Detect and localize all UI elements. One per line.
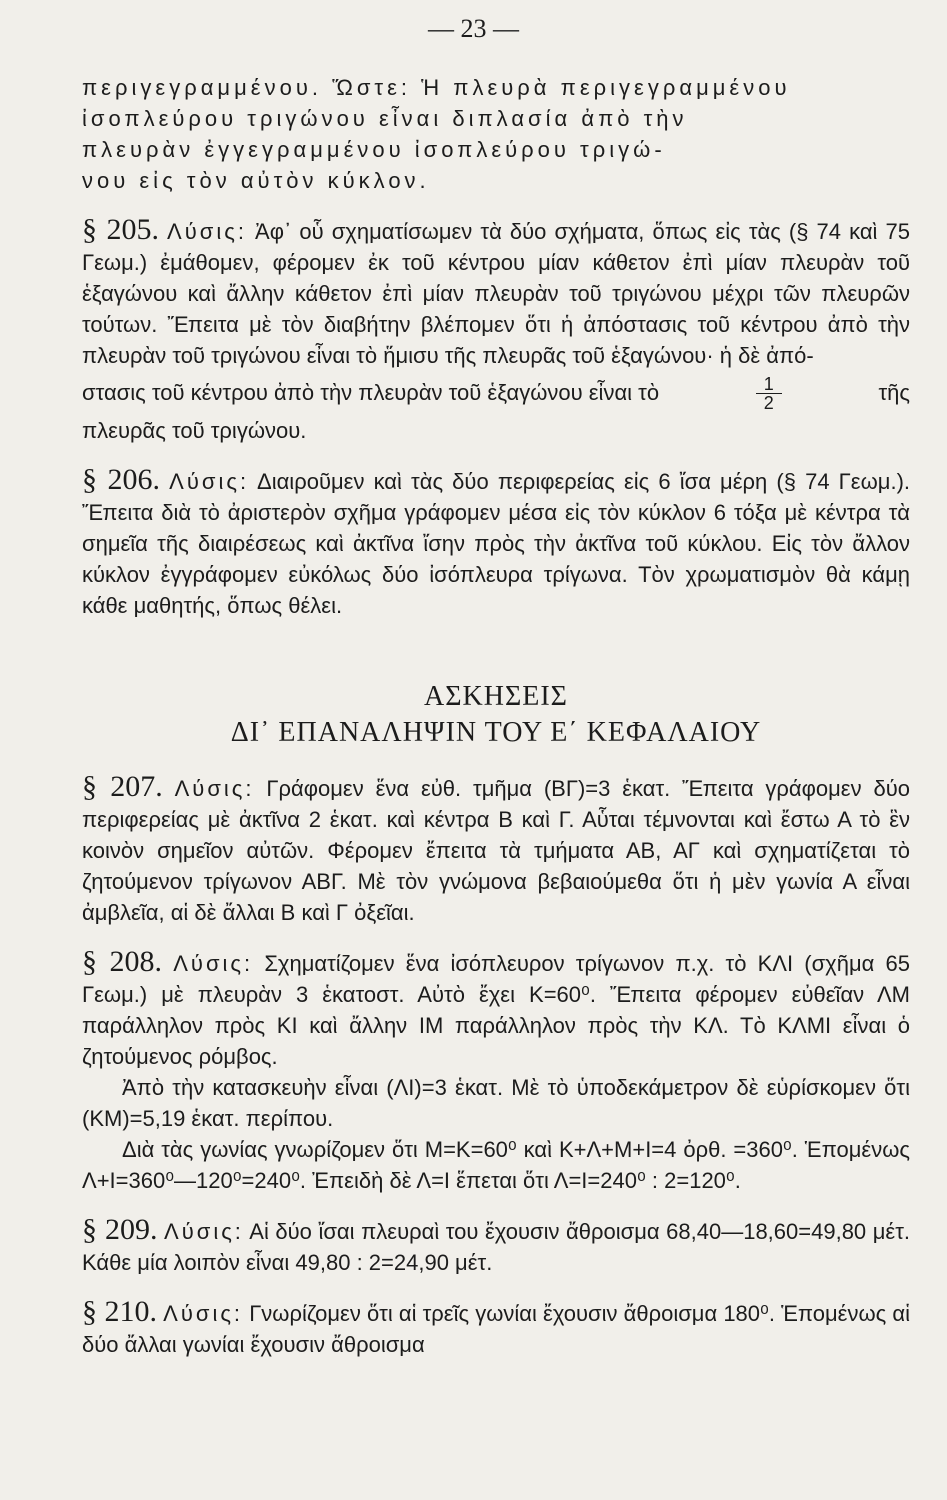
- intro-line: νου εἰς τὸν αὐτὸν κύκλον.: [82, 168, 430, 193]
- solution-label: Λύσις:: [167, 219, 247, 244]
- section-205: [82, 214, 910, 446]
- section-body: Ἀφ᾽ οὗ σχηματίσωμεν τὰ δύο σχήματα, ὅπως εἰς τὰς (§ 74 καὶ 75 Γεωμ.) ἐμάθομεν, φέρομεν ἐκ τοῦ κέντρου μίαν κάθετον ἐπὶ μίαν πλευρὰν τοῦ ἑξαγώνου καὶ ἄλλην κάθετον ἐπὶ μίαν πλευρὰν τοῦ τριγώνου μέχρι τῶν πλευρῶν τούτων. Ἔπειτα μὲ τὸν διαβήτην βλέπομεν ὅτι ἡ ἀπόστασις τοῦ κέντρου ἀπὸ τὴν πλευρὰν τοῦ τριγώνου εἶναι τὸ ἥμισυ τῆς πλευρᾶς τοῦ ἑξαγώνου· ἡ δὲ ἀπό-: [82, 219, 910, 368]
- section-208-para-3: Διὰ τὰς γωνίας γνωρίζομεν ὅτι Μ=Κ=60⁰ καὶ Κ+Λ+Μ+Ι=4 ὀρθ. =360⁰. Ἑπομένως Λ+Ι=360⁰—120⁰=240⁰. Ἐπειδὴ δὲ Λ=Ι ἕπεται ὅτι Λ=Ι=240⁰ : 2=120⁰.: [82, 1137, 910, 1193]
- solution-label: Λύσις:: [173, 951, 254, 976]
- section-number: § 207.: [82, 770, 163, 803]
- section-number: § 210.: [82, 1295, 158, 1328]
- intro-line: πλευρὰν ἐγγεγραμμένου ἰσοπλεύρου τριγώ-: [82, 137, 666, 162]
- intro-line: περιγεγραμμένου. Ὥστε: Ἡ πλευρὰ περιγεγραμμένου: [82, 75, 791, 100]
- section-body: Γνωρίζομεν ὅτι αἱ τρεῖς γωνίαι ἔχουσιν ἄθροισμα 180⁰. Ἑπομένως αἱ δύο ἄλλαι γωνίαι ἔχουσιν ἄθροισμα: [82, 1301, 910, 1357]
- solution-label: Λύσις:: [164, 1219, 244, 1244]
- section-number: § 205.: [82, 213, 159, 246]
- section-206-text: [82, 464, 910, 621]
- section-207-text: [82, 771, 910, 928]
- fraction-numerator: 1: [756, 375, 782, 394]
- section-body: Διαιροῦμεν καὶ τὰς δύο περιφερείας εἰς 6 ἴσα μέρη (§ 74 Γεωμ.). Ἔπειτα διὰ τὸ ἀριστερὸν σχῆμα γράφομεν μέσα εἰς τὸν κύκλον 6 τόξα μὲ κέντρα τὰ σημεῖα τῆς διαιρέσεως καὶ ἀκτῖνα ἴσην πρὸς τὴν ἀκτῖνα τοῦ κύκλου. Εἰς τὸν ἄλλον κύκλον ἐγγράφομεν εὐκόλως δύο ἰσόπλευρα τρίγωνα. Τὸν χρωματισμὸν θὰ κάμῃ κάθε μαθητής, ὅπως θέλει.: [82, 469, 911, 618]
- fraction-one-half: [756, 375, 782, 412]
- section-207: [82, 771, 910, 928]
- section-number: § 206.: [82, 463, 161, 496]
- fraction-denominator: 2: [763, 392, 774, 413]
- fraction-before: στασις τοῦ κέντρου ἀπὸ τὴν πλευρὰν τοῦ ἑξαγώνου εἶναι τὸ: [82, 380, 660, 405]
- section-208-text: [82, 946, 910, 1072]
- section-208-para-2: Ἀπὸ τὴν κατασκευὴν εἶναι (ΛΙ)=3 ἑκατ. Μὲ τὸ ὑποδεκάμετρον δὲ εὑρίσκομεν ὅτι (ΚΜ)=5,19 ἑκατ. περίπου.: [82, 1075, 910, 1131]
- section-210: [82, 1296, 910, 1360]
- intro-paragraph: [82, 72, 910, 196]
- section-210-text: [82, 1296, 910, 1360]
- solution-label: Λύσις:: [169, 469, 250, 494]
- section-205-ending: πλευρᾶς τοῦ τριγώνου.: [82, 418, 307, 443]
- section-208: [82, 946, 910, 1196]
- section-body: Αἱ δύο ἴσαι πλευραὶ του ἔχουσιν ἄθροισμα 68,40—18,60=49,80 μέτ. Κάθε μία λοιπὸν εἶναι 49,80 : 2=24,90 μέτ.: [82, 1219, 911, 1275]
- section-number: § 209.: [82, 1213, 158, 1246]
- section-205-text: [82, 214, 910, 371]
- section-number: § 208.: [82, 945, 163, 978]
- fraction-after: τῆς: [878, 380, 910, 405]
- heading-line-1: ΑΣΚΗΣΕΙΣ: [424, 681, 568, 712]
- section-209-text: [82, 1214, 910, 1278]
- section-209: [82, 1214, 910, 1278]
- page-number: — 23 —: [428, 14, 519, 43]
- solution-label: Λύσις:: [174, 776, 255, 801]
- section-body: Σχηματίζομεν ἕνα ἰσόπλευρον τρίγωνον π.χ. τὸ ΚΛΙ (σχῆμα 65 Γεωμ.) μὲ πλευρὰν 3 ἑκατοστ. Αὐτὸ ἔχει Κ=60⁰. Ἔπειτα φέρομεν εὐθεῖαν ΛΜ παράλληλον πρὸς ΚΙ καὶ ἄλλην ΙΜ παράλληλον πρὸς τὴν ΚΛ. Τὸ ΚΛΜΙ εἶναι ὁ ζητούμενος ρόμβος.: [82, 951, 910, 1069]
- exercises-heading: [82, 679, 910, 751]
- section-body: Γράφομεν ἕνα εὐθ. τμῆμα (ΒΓ)=3 ἑκατ. Ἔπειτα γράφομεν δύο περιφερείας μὲ ἀκτῖνα 2 ἑκατ. καὶ κέντρα Β καὶ Γ. Αὗται τέμνονται καὶ ἔστω Α τὸ ἓν κοινὸν σημεῖον αὐτῶν. Φέρομεν ἔπειτα τὰ τμήματα ΑΒ, ΑΓ καὶ σχηματίζεται τὸ ζητούμενον τρίγωνον ΑΒΓ. Μὲ τὸν γνώμονα βεβαιούμεθα ὅτι ἡ μὲν γωνία Α εἶναι ἀμβλεῖα, αἱ δὲ ἄλλαι Β καὶ Γ ὀξεῖαι.: [82, 776, 910, 925]
- heading-line-2: ΔΙ᾽ ΕΠΑΝΑΛΗΨΙΝ ΤΟΥ Ε΄ ΚΕΦΑΛΑΙΟΥ: [230, 717, 762, 748]
- solution-label: Λύσις:: [163, 1301, 244, 1326]
- page-body: [82, 72, 910, 1360]
- fraction-line: [82, 371, 910, 415]
- section-206: [82, 464, 910, 621]
- intro-line: ἰσοπλεύρου τριγώνου εἶναι διπλασία ἀπὸ τὴν: [82, 106, 688, 131]
